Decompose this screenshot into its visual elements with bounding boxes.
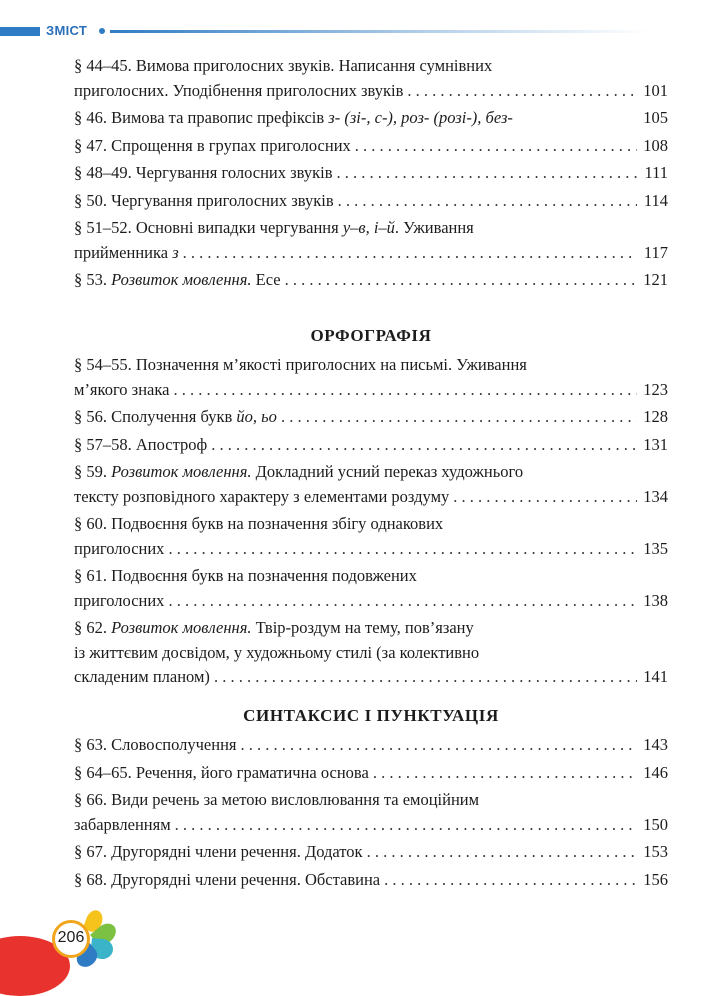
toc-leader-dots [373,761,637,786]
toc-entry-line [74,268,668,293]
toc-entry [74,840,668,868]
toc-entry-segment: § 53. [74,270,112,289]
header-title: ЗМІСТ [46,23,88,38]
toc-entry-text [74,378,169,403]
toc-entry-segment: § 59. [74,462,112,481]
toc-leader-dots [407,79,637,104]
page-footer [0,908,140,970]
toc-entry-text [74,433,207,458]
toc-entry-text [74,79,403,104]
toc-entry-line [74,665,668,690]
toc-entry-text [74,405,277,430]
toc-entry-line [74,564,668,589]
toc-entry-line [74,868,668,893]
toc-entry-text [74,641,479,666]
toc-entry-line [74,189,668,214]
toc-entry [74,433,668,461]
toc-entry-line [74,485,668,510]
toc-entry-segment: приголосних [74,538,165,558]
toc-entry-segment: у–в, і–й [342,218,395,237]
toc-entry-text [74,241,179,266]
toc-entry-line [74,134,668,159]
toc-entry-line [74,433,668,458]
toc-leader-dots [175,813,637,838]
toc-entry-text [74,54,492,79]
toc-entry-text [74,353,527,378]
toc-entry-segment: Розвиток мовлення. [111,462,252,481]
toc-entry-line [74,840,668,865]
toc-entry-text [74,134,351,159]
toc-entry [74,733,668,761]
toc-entry [74,460,668,512]
toc-entry-text [74,460,523,485]
toc-entry-text [74,106,513,131]
toc-entry-segment: Розвиток мовлення. [111,270,252,289]
page-number: 206 [57,929,85,946]
toc-entry-segment: прийменника [74,242,173,262]
toc-entry-line [74,378,668,403]
toc-page-number: 117 [643,242,668,262]
toc-block-orthography [74,353,668,693]
toc-entry-segment: § 48–49. Чергування голосних звуків [74,163,333,182]
toc-entry-segment: складеним планом) [74,667,210,686]
toc-entry-segment: забарвленням [74,814,171,834]
toc-entry [74,512,668,564]
toc-entry-text [74,564,417,589]
toc-entry-segment: § 54–55. Позначення м’якості приголосних на письмі. Уживання [74,355,527,374]
toc-entry-line [74,788,668,813]
toc-entry-text [74,788,479,813]
toc-leader-dots [355,134,637,159]
toc-entry-segment: § 44–45. Вимова приголосних звуків. Написання сумнівних [74,56,493,75]
toc-entry-line [74,460,668,485]
toc-entry-text [74,268,281,293]
toc-entry-text [74,616,474,641]
toc-entry-segment: приголосних. Уподібнення приголосних звуків [74,80,404,100]
toc-leader-dots [367,840,637,865]
toc-entry [74,134,668,162]
toc-entry-segment: тексту розповідного характеру з елементами роздуму [74,486,450,506]
toc-leader-dots [281,405,637,430]
toc-entry [74,788,668,840]
toc-entry-text [74,537,164,562]
toc-entry-line [74,79,668,104]
toc-entry-segment: . Уживання [394,218,474,237]
toc-entry-segment: із життєвим досвідом, у художньому стилі (за колективно [74,642,480,662]
toc-entry-segment: § 66. Види речень за метою висловлювання та емоційним [74,790,480,809]
toc-entry-line [74,512,668,537]
toc-leader-dots [241,733,638,758]
toc-entry-text [74,665,210,690]
toc-entry-text [74,813,171,838]
toc-leader-dots [168,537,637,562]
toc-entry-line [74,813,668,838]
toc-entry-text [74,761,369,786]
toc-entry-segment: Докладний усний переказ художнього [251,462,524,481]
toc-entry-line [74,353,668,378]
toc-page-number: 138 [643,590,668,610]
toc-page-number: 131 [643,434,668,454]
toc-entry-line [74,106,668,131]
toc-entry-line [74,761,668,786]
toc-page-number: 135 [643,538,668,558]
header-accent-bar [0,27,40,36]
toc-block-syntax [74,733,668,895]
toc-entry [74,216,668,268]
toc-entry [74,268,668,296]
toc-leader-dots [337,161,638,186]
toc-entry-segment: § 56. Сполучення букв [74,407,237,426]
toc-entry [74,189,668,217]
toc-entry-segment: § 50. Чергування приголосних звуків [74,190,334,210]
toc-leader-dots [214,665,637,690]
section-title-orthography: ОРФОГРАФІЯ [310,326,432,345]
toc-entry-segment: § 57–58. Апостроф [74,434,208,454]
toc-leader-dots [211,433,637,458]
toc-page-number: 111 [644,163,668,182]
toc-page-number: 128 [643,407,668,426]
toc-leader-dots [338,189,637,214]
header-rule [110,30,650,33]
toc-entry-segment: приголосних [74,590,165,610]
toc-page-number: 105 [643,108,668,127]
toc-entry-text [74,216,474,241]
toc-leader-dots [168,589,637,614]
toc-entry-text [74,161,333,186]
toc-entry-text [74,189,334,214]
toc-entry-segment: Розвиток мовлення. [111,618,252,637]
header-dot [99,28,105,34]
toc-leader-dots [285,268,637,293]
toc-entry-segment: Есе [251,270,281,289]
toc-page-number: 146 [643,762,668,782]
toc-entry-line [74,405,668,430]
toc-page-number: 143 [643,735,668,754]
toc-page-number: 101 [643,80,668,100]
toc-entry-text [74,589,164,614]
toc-page-number: 123 [643,379,668,399]
toc-entry-segment: м’якого знака [74,379,170,399]
toc-leader-dots [384,868,637,893]
toc-page-number: 134 [643,486,668,506]
toc-entry-line [74,733,668,758]
toc-page-number: 108 [643,135,668,155]
toc-entry-text [74,512,443,537]
toc-entry-segment: § 47. Спрощення в групах приголосних [74,135,351,155]
toc-entry-segment: з- (зі-, с-), роз- (розі-), без- [328,108,513,127]
toc-entry-segment: йо, ьо [236,407,277,426]
toc-leader-dots [183,241,637,266]
toc-entry [74,616,668,693]
toc-entry [74,761,668,789]
toc-entry [74,353,668,405]
toc-entry-segment: з [172,242,179,262]
toc-page-number: 153 [643,842,668,861]
toc-entry [74,405,668,433]
toc-entry-text [74,485,449,510]
toc-page-number: 150 [643,814,668,834]
toc-entry [74,106,668,134]
toc-leader-dots [173,378,637,403]
toc-entry-line [74,537,668,562]
section-title-syntax: СИНТАКСИС І ПУНКТУАЦІЯ [243,706,499,725]
toc-entry-line [74,641,668,666]
toc-block-phonetics [74,54,668,296]
toc-entry-line [74,241,668,266]
toc-entry-line [74,54,668,79]
toc-entry-text [74,868,380,893]
toc-entry-segment: § 67. Другорядні члени речення. Додаток [74,842,363,861]
toc-entry [74,868,668,896]
toc-entry-segment: § 60. Подвоєння букв на позначення збігу однакових [74,514,444,533]
toc-page-number: 114 [643,190,668,210]
toc-entry-segment: Твір-роздум на тему, пов’язану [251,618,474,637]
toc-page-number: 141 [643,667,668,686]
toc-entry [74,54,668,106]
toc-entry-line [74,216,668,241]
toc-entry-segment: § 68. Другорядні члени речення. Обставина [74,869,381,889]
toc-entry [74,564,668,616]
toc-entry-line [74,161,668,186]
toc-entry-segment: § 46. Вимова та правопис префіксів [74,108,329,127]
toc-entry-text [74,733,237,758]
toc-entry-text [74,840,363,865]
toc-page-number: 121 [643,270,668,289]
toc-entry-segment: § 64–65. Речення, його граматична основа [74,762,369,782]
toc-entry [74,161,668,189]
toc-page-number: 156 [643,869,668,889]
toc-leader-dots [453,485,637,510]
toc-entry-line [74,589,668,614]
toc-entry-segment: § 62. [74,618,112,637]
toc-entry-line [74,616,668,641]
toc-entry-segment: § 61. Подвоєння букв на позначення подовжених [74,566,417,585]
page-header [0,22,701,40]
toc-entry-segment: § 51–52. Основні випадки чергування [74,218,343,237]
toc-entry-segment: § 63. Словосполучення [74,735,237,754]
